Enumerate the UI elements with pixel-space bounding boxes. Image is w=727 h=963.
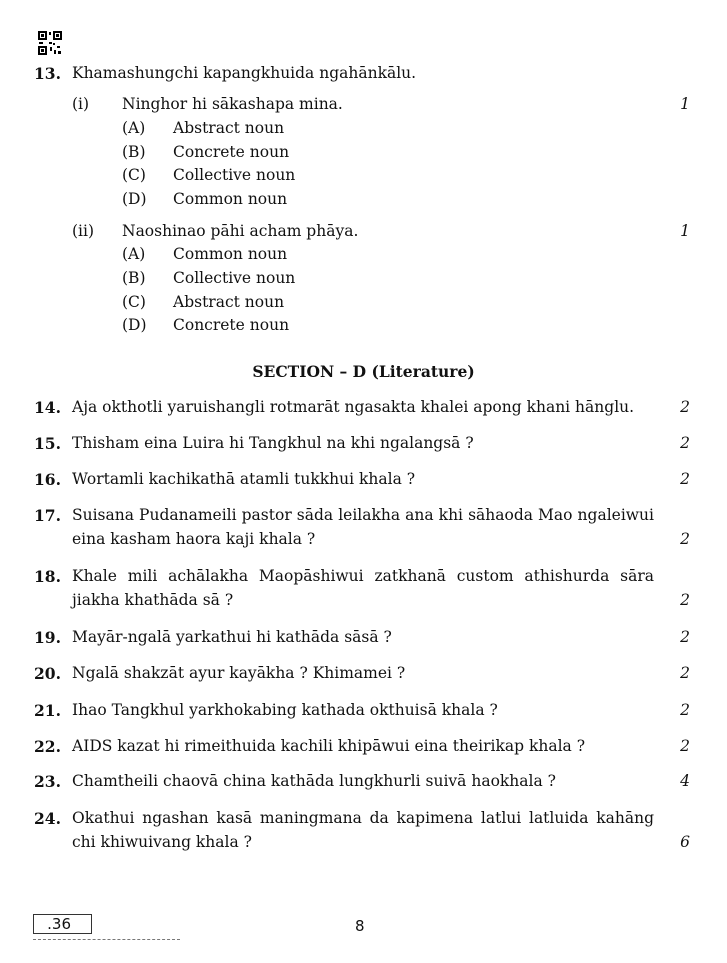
subquestion-label: (ii) [72, 222, 95, 240]
option-text: Abstract noun [173, 119, 285, 137]
question-text: AIDS kazat hi rimeithuida kachili khipāwui eina theirikap khala ? [72, 737, 586, 755]
question-number: 19. [34, 628, 61, 647]
question-text-continued: chi khiwuivang khala ? [72, 833, 252, 851]
question-number: 22. [34, 737, 61, 756]
subquestion-text: Ninghor hi sākashapa mina. [122, 95, 343, 113]
qr-code-icon [38, 31, 62, 55]
option-text: Concrete noun [173, 143, 290, 161]
option-text: Common noun [173, 245, 288, 263]
option-label: (A) [122, 119, 146, 137]
question-number: 20. [34, 664, 61, 683]
question-number: 23. [34, 772, 61, 791]
question-text: Khamashungchi kapangkhuida ngahānkālu. [72, 64, 417, 82]
option-text: Concrete noun [173, 316, 290, 334]
option-text: Common noun [173, 190, 288, 208]
marks: 4 [680, 772, 690, 790]
marks: 2 [680, 434, 690, 452]
question-text: Wortamli kachikathā atamli tukkhui khala ? [72, 470, 416, 488]
question-number: 16. [34, 470, 61, 489]
question-text: Chamtheili chaovā china kathāda lungkhurli suivā haokhala ? [72, 772, 556, 790]
marks: 2 [680, 398, 690, 416]
question-number: 17. [34, 506, 61, 525]
subquestion-text: Naoshinao pāhi acham phāya. [122, 222, 359, 240]
marks: 2 [680, 664, 690, 682]
question-text: Aja okthotli yaruishangli rotmarāt ngasakta khalei apong khani hānglu. [72, 398, 635, 416]
question-text: Mayār-ngalā yarkathui hi kathāda sāsā ? [72, 628, 392, 646]
question-text: Ngalā shakzāt ayur kayākha ? Khimamei ? [72, 664, 406, 682]
marks: 2 [680, 591, 690, 609]
question-number: 13. [34, 64, 61, 83]
marks: 2 [680, 470, 690, 488]
marks: 2 [680, 530, 690, 548]
option-label: (A) [122, 245, 146, 263]
marks: 1 [680, 222, 690, 240]
question-number: 14. [34, 398, 61, 417]
option-label: (D) [122, 316, 147, 334]
question-text: Khale mili achālakha Maopāshiwui zatkhanā custom athishurda sāra [72, 567, 654, 585]
question-number: 18. [34, 567, 61, 586]
option-label: (C) [122, 166, 146, 184]
marks: 2 [680, 737, 690, 755]
marks: 6 [680, 833, 690, 851]
option-text: Collective noun [173, 269, 296, 287]
option-label: (B) [122, 143, 146, 161]
question-text-continued: jiakha khathāda sā ? [72, 591, 234, 609]
marks: 2 [680, 701, 690, 719]
page-number: 8 [355, 917, 365, 935]
marks: 1 [680, 95, 690, 113]
footer-code: .36 [33, 914, 92, 934]
question-text: Thisham eina Luira hi Tangkhul na khi ngalangsā ? [72, 434, 474, 452]
question-text: Suisana Pudanameili pastor sāda leilakha ana khi sāhaoda Mao ngaleiwui [72, 506, 654, 524]
question-text-continued: eina kasham haora kaji khala ? [72, 530, 316, 548]
option-label: (C) [122, 293, 146, 311]
option-label: (D) [122, 190, 147, 208]
option-text: Collective noun [173, 166, 296, 184]
question-number: 21. [34, 701, 61, 720]
question-text: Ihao Tangkhul yarkhokabing kathada okthuisā khala ? [72, 701, 498, 719]
footer-divider [33, 939, 180, 940]
question-text: Okathui ngashan kasā maningmana da kapimena latlui latluida kahāng [72, 809, 654, 827]
option-label: (B) [122, 269, 146, 287]
question-number: 15. [34, 434, 61, 453]
option-text: Abstract noun [173, 293, 285, 311]
subquestion-label: (i) [72, 95, 90, 113]
question-number: 24. [34, 809, 61, 828]
marks: 2 [680, 628, 690, 646]
section-title: SECTION – D (Literature) [252, 362, 475, 381]
